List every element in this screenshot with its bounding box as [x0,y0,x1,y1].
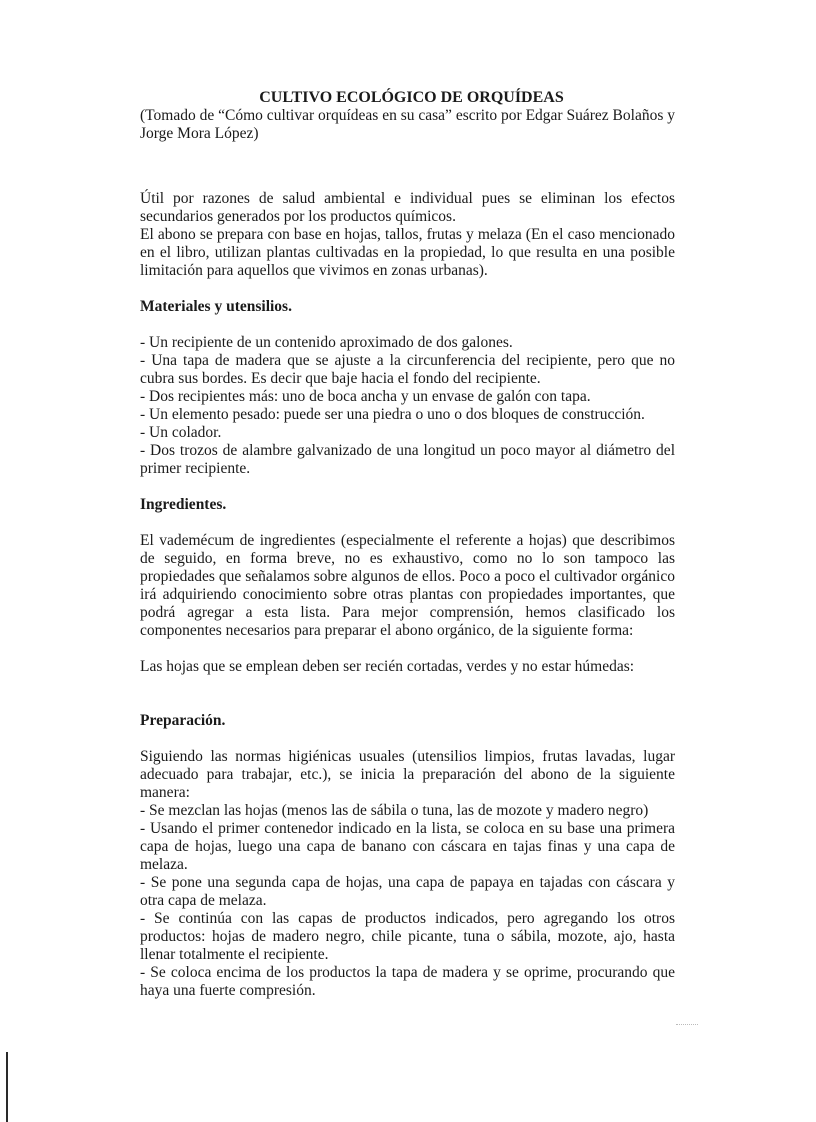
scan-speck [676,1024,698,1026]
intro-paragraph-2: El abono se prepara con base en hojas, tallos, frutas y melaza (En el caso mencionado en el libro, utilizan plantas cultivadas en la propiedad, lo que resulta en una posible limitación para aquellos que vivimos en zonas urbanas). [140,226,675,279]
document-page [140,89,675,1000]
list-item: - Usando el primer contenedor indicado en la lista, se coloca en su base una primera capa de hojas, luego una capa de banano con cáscara en tajas finas y una capa de melaza. [140,820,675,873]
ingredients-heading: Ingredientes. [140,496,227,513]
list-item: - Un recipiente de un contenido aproximado de dos galones. [140,334,513,351]
ingredients-paragraph: El vademécum de ingredientes (especialmente el referente a hojas) que describimos de seguido, en forma breve, no es exhaustivo, como no lo son tampoco las propiedades que señalamos sobre algunos de ellos. Poco a poco el cultivador orgánico irá adquiriendo conocimiento sobre otras plantas con propiedades importantes, que podrá agregar a esta lista. Para mejor comprensión, hemos clasificado los componentes necesarios para preparar el abono orgánico, de la siguiente forma: [140,532,675,639]
list-item: - Dos trozos de alambre galvanizado de una longitud un poco mayor al diámetro del primer recipiente. [140,442,675,477]
list-item: - Se mezclan las hojas (menos las de sábila o tuna, las de mozote y madero negro) [140,802,649,819]
list-item: - Un colador. [140,424,222,441]
list-item: - Se pone una segunda capa de hojas, una capa de papaya en tajadas con cáscara y otra capa de melaza. [140,874,675,909]
scan-edge-mark [6,1052,8,1122]
list-item: - Un elemento pesado: puede ser una piedra o uno o dos bloques de construcción. [140,406,645,423]
spacer [140,143,675,190]
spacer [140,514,675,532]
intro-paragraph-1: Útil por razones de salud ambiental e individual pues se eliminan los efectos secundarios generados por los productos químicos. [140,190,675,225]
document-subtitle: (Tomado de “Cómo cultivar orquídeas en su casa” escrito por Edgar Suárez Bolaños y Jorge Mora López) [140,107,675,142]
list-item: - Dos recipientes más: uno de boca ancha y un envase de galón con tapa. [140,388,591,405]
spacer [140,676,675,712]
preparation-intro: Siguiendo las normas higiénicas usuales (utensilios limpios, frutas lavadas, lugar adecuado para trabajar, etc.), se inicia la preparación del abono de la siguiente manera: [140,748,675,801]
preparation-heading: Preparación. [140,712,226,729]
list-item: - Se continúa con las capas de productos indicados, pero agregando los otros productos: hojas de madero negro, chile picante, tuna o sábila, mozote, ajo, hasta llenar totalmente el recipiente. [140,910,675,963]
spacer [140,640,675,658]
list-item: - Una tapa de madera que se ajuste a la circunferencia del recipiente, pero que no cubra sus bordes. Es decir que baje hacia el fondo del recipiente. [140,352,675,387]
materials-heading: Materiales y utensilios. [140,298,292,315]
ingredients-note: Las hojas que se emplean deben ser recién cortadas, verdes y no estar húmedas: [140,658,635,675]
materials-list [140,334,675,478]
spacer [140,478,675,496]
document-title: CULTIVO ECOLÓGICO DE ORQUÍDEAS [259,89,564,106]
list-item: - Se coloca encima de los productos la tapa de madera y se oprime, procurando que haya una fuerte compresión. [140,964,675,999]
spacer [140,316,675,334]
preparation-steps [140,802,675,1000]
spacer [140,280,675,298]
spacer [140,730,675,748]
